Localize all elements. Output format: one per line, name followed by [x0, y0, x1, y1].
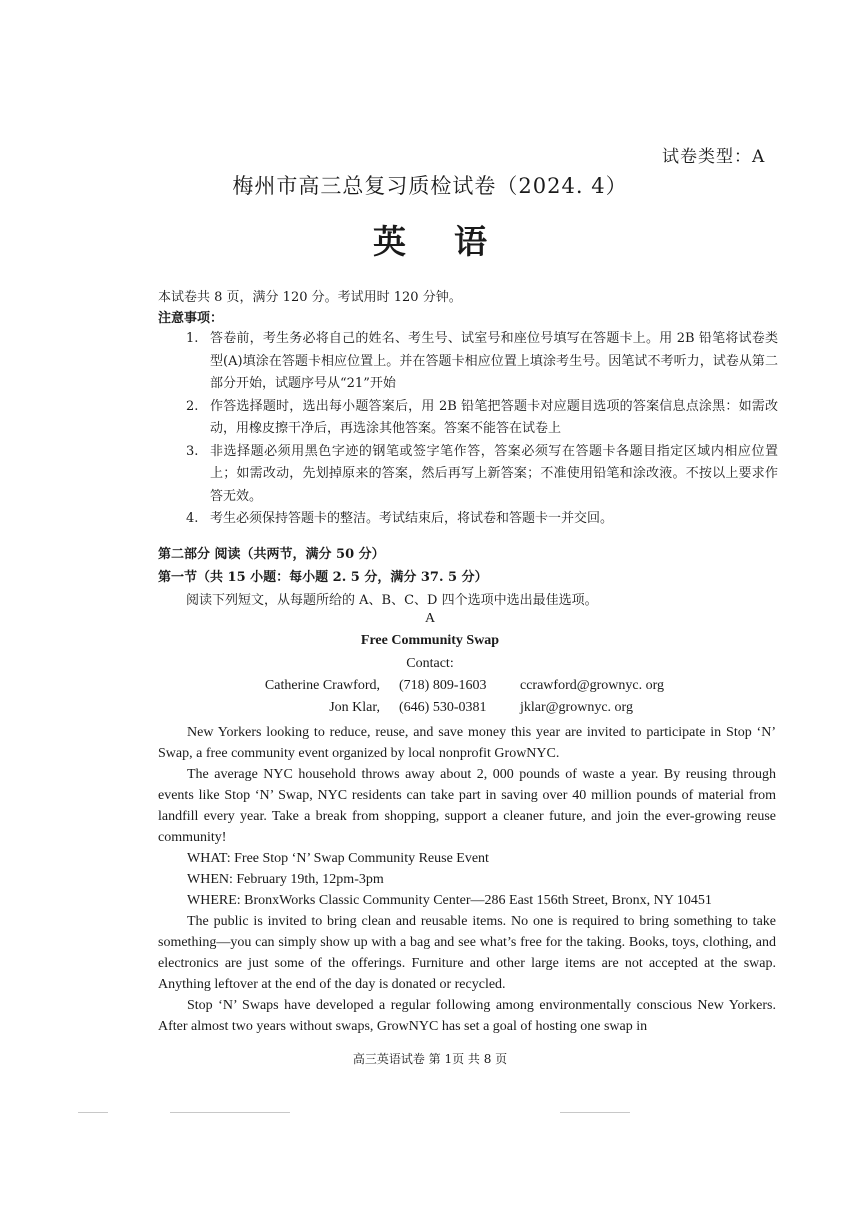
notice-item: [186, 441, 778, 509]
exam-type-label: 试卷类型：A: [662, 147, 766, 167]
passage-title: Free Community Swap: [360, 633, 500, 648]
contact-name: Jon Klar,: [329, 700, 380, 715]
scan-artifact: [560, 1112, 630, 1113]
scan-artifact: [170, 1112, 290, 1113]
notice-item: [186, 508, 778, 531]
contact-email: jklar@grownyc. org: [520, 700, 633, 715]
notice-heading: 注意事项：: [158, 311, 224, 326]
contact-email: ccrawford@grownyc. org: [520, 678, 665, 693]
notice-item-number: 3.: [186, 443, 199, 459]
notice-item-text: 考生必须保持答题卡的整洁。考试结束后，将试卷和答题卡一并交回。: [210, 511, 614, 526]
contact-phone: (646) 530-0381: [399, 700, 487, 715]
notice-item-text: 答卷前，考生务必将自己的姓名、考生号、试室号和座位号填写在答题卡上。用 2B 铅笔将试卷类型(A)填涂在答题卡相应位置上。并在答题卡相应位置上填涂考生号。因笔试不考听力，试卷从第二部分开始，试题序号从“21”开始: [210, 331, 778, 391]
notice-item: [186, 396, 778, 441]
notice-item-text: 作答选择题时，选出每小题答案后，用 2B 铅笔把答题卡对应题目选项的答案信息点涂黑：如需改动，用橡皮擦干净后，再选涂其他答案。答案不能答在试卷上: [210, 398, 778, 436]
scan-artifact: [78, 1112, 108, 1113]
page-footer: 高三英语试卷 第 1页 共 8 页: [352, 1052, 508, 1066]
event-when: WHEN: February 19th, 12pm-3pm: [187, 872, 384, 887]
notice-item-text: 非选择题必须用黑色字迹的钢笔或签字笔作答，答案必须写在答题卡各题目指定区域内相应位置上；如需改动，先划掉原来的答案，然后再写上新答案；不准使用铅笔和涂改液。不按以上要求作答无效。: [210, 443, 778, 504]
passage-paragraph: The public is invited to bring clean and reusable items. No one is required to bring something to take something—you can simply show up with a bag and see what’s free for the taking. Books, toys, clothing, and electronics are just some of the offerings. Furniture and other large items are not accepted at the swap. Anything leftover at the end of the day is donated or recycled.: [158, 914, 776, 992]
notice-item-number: 1.: [186, 331, 199, 346]
part-heading: 第二部分 阅读（共两节，满分 50 分）: [158, 547, 385, 562]
contact-label: Contact:: [406, 656, 454, 671]
passage-paragraph: The average NYC household throws away about 2, 000 pounds of waste a year. By reusing through events like Stop ‘N’ Swap, NYC residents can take part in saving over 40 million pounds of material from landfill every year. Take a break from shopping, support a cleaner future, and join the ever-growing reuse community!: [158, 767, 776, 845]
exam-intro: 本试卷共 8 页，满分 120 分。考试用时 120 分钟。: [158, 290, 462, 305]
reading-instruction: 阅读下列短文，从每题所给的 A、B、C、D 四个选项中选出最佳选项。: [186, 593, 598, 608]
exam-title: 梅州市高三总复习质检试卷（2024. 4）: [232, 174, 628, 198]
notice-item-number: 2.: [186, 398, 199, 414]
notice-list: [186, 328, 778, 531]
passage-body: [158, 722, 776, 1037]
subject-title: 英语: [373, 222, 535, 261]
notice-item-number: 4.: [186, 511, 199, 526]
event-what: WHAT: Free Stop ‘N’ Swap Community Reuse Event: [187, 851, 489, 866]
contact-name: Catherine Crawford,: [264, 678, 380, 693]
passage-paragraph: Stop ‘N’ Swaps have developed a regular following among environmentally conscious New Yorkers. After almost two years without swaps, GrowNYC has set a goal of hosting one swap in: [158, 998, 776, 1034]
contact-phone: (718) 809-1603: [399, 678, 487, 693]
passage-letter: A: [424, 611, 436, 626]
passage-paragraph: New Yorkers looking to reduce, reuse, and save money this year are invited to participate in Stop ‘N’ Swap, a free community event organized by local nonprofit GrowNYC.: [158, 725, 776, 761]
subsection-heading: 第一节（共 15 小题：每小题 2. 5 分，满分 37. 5 分）: [158, 570, 488, 585]
event-where: WHERE: BronxWorks Classic Community Center—286 East 156th Street, Bronx, NY 10451: [187, 893, 712, 908]
notice-item: [186, 328, 778, 396]
